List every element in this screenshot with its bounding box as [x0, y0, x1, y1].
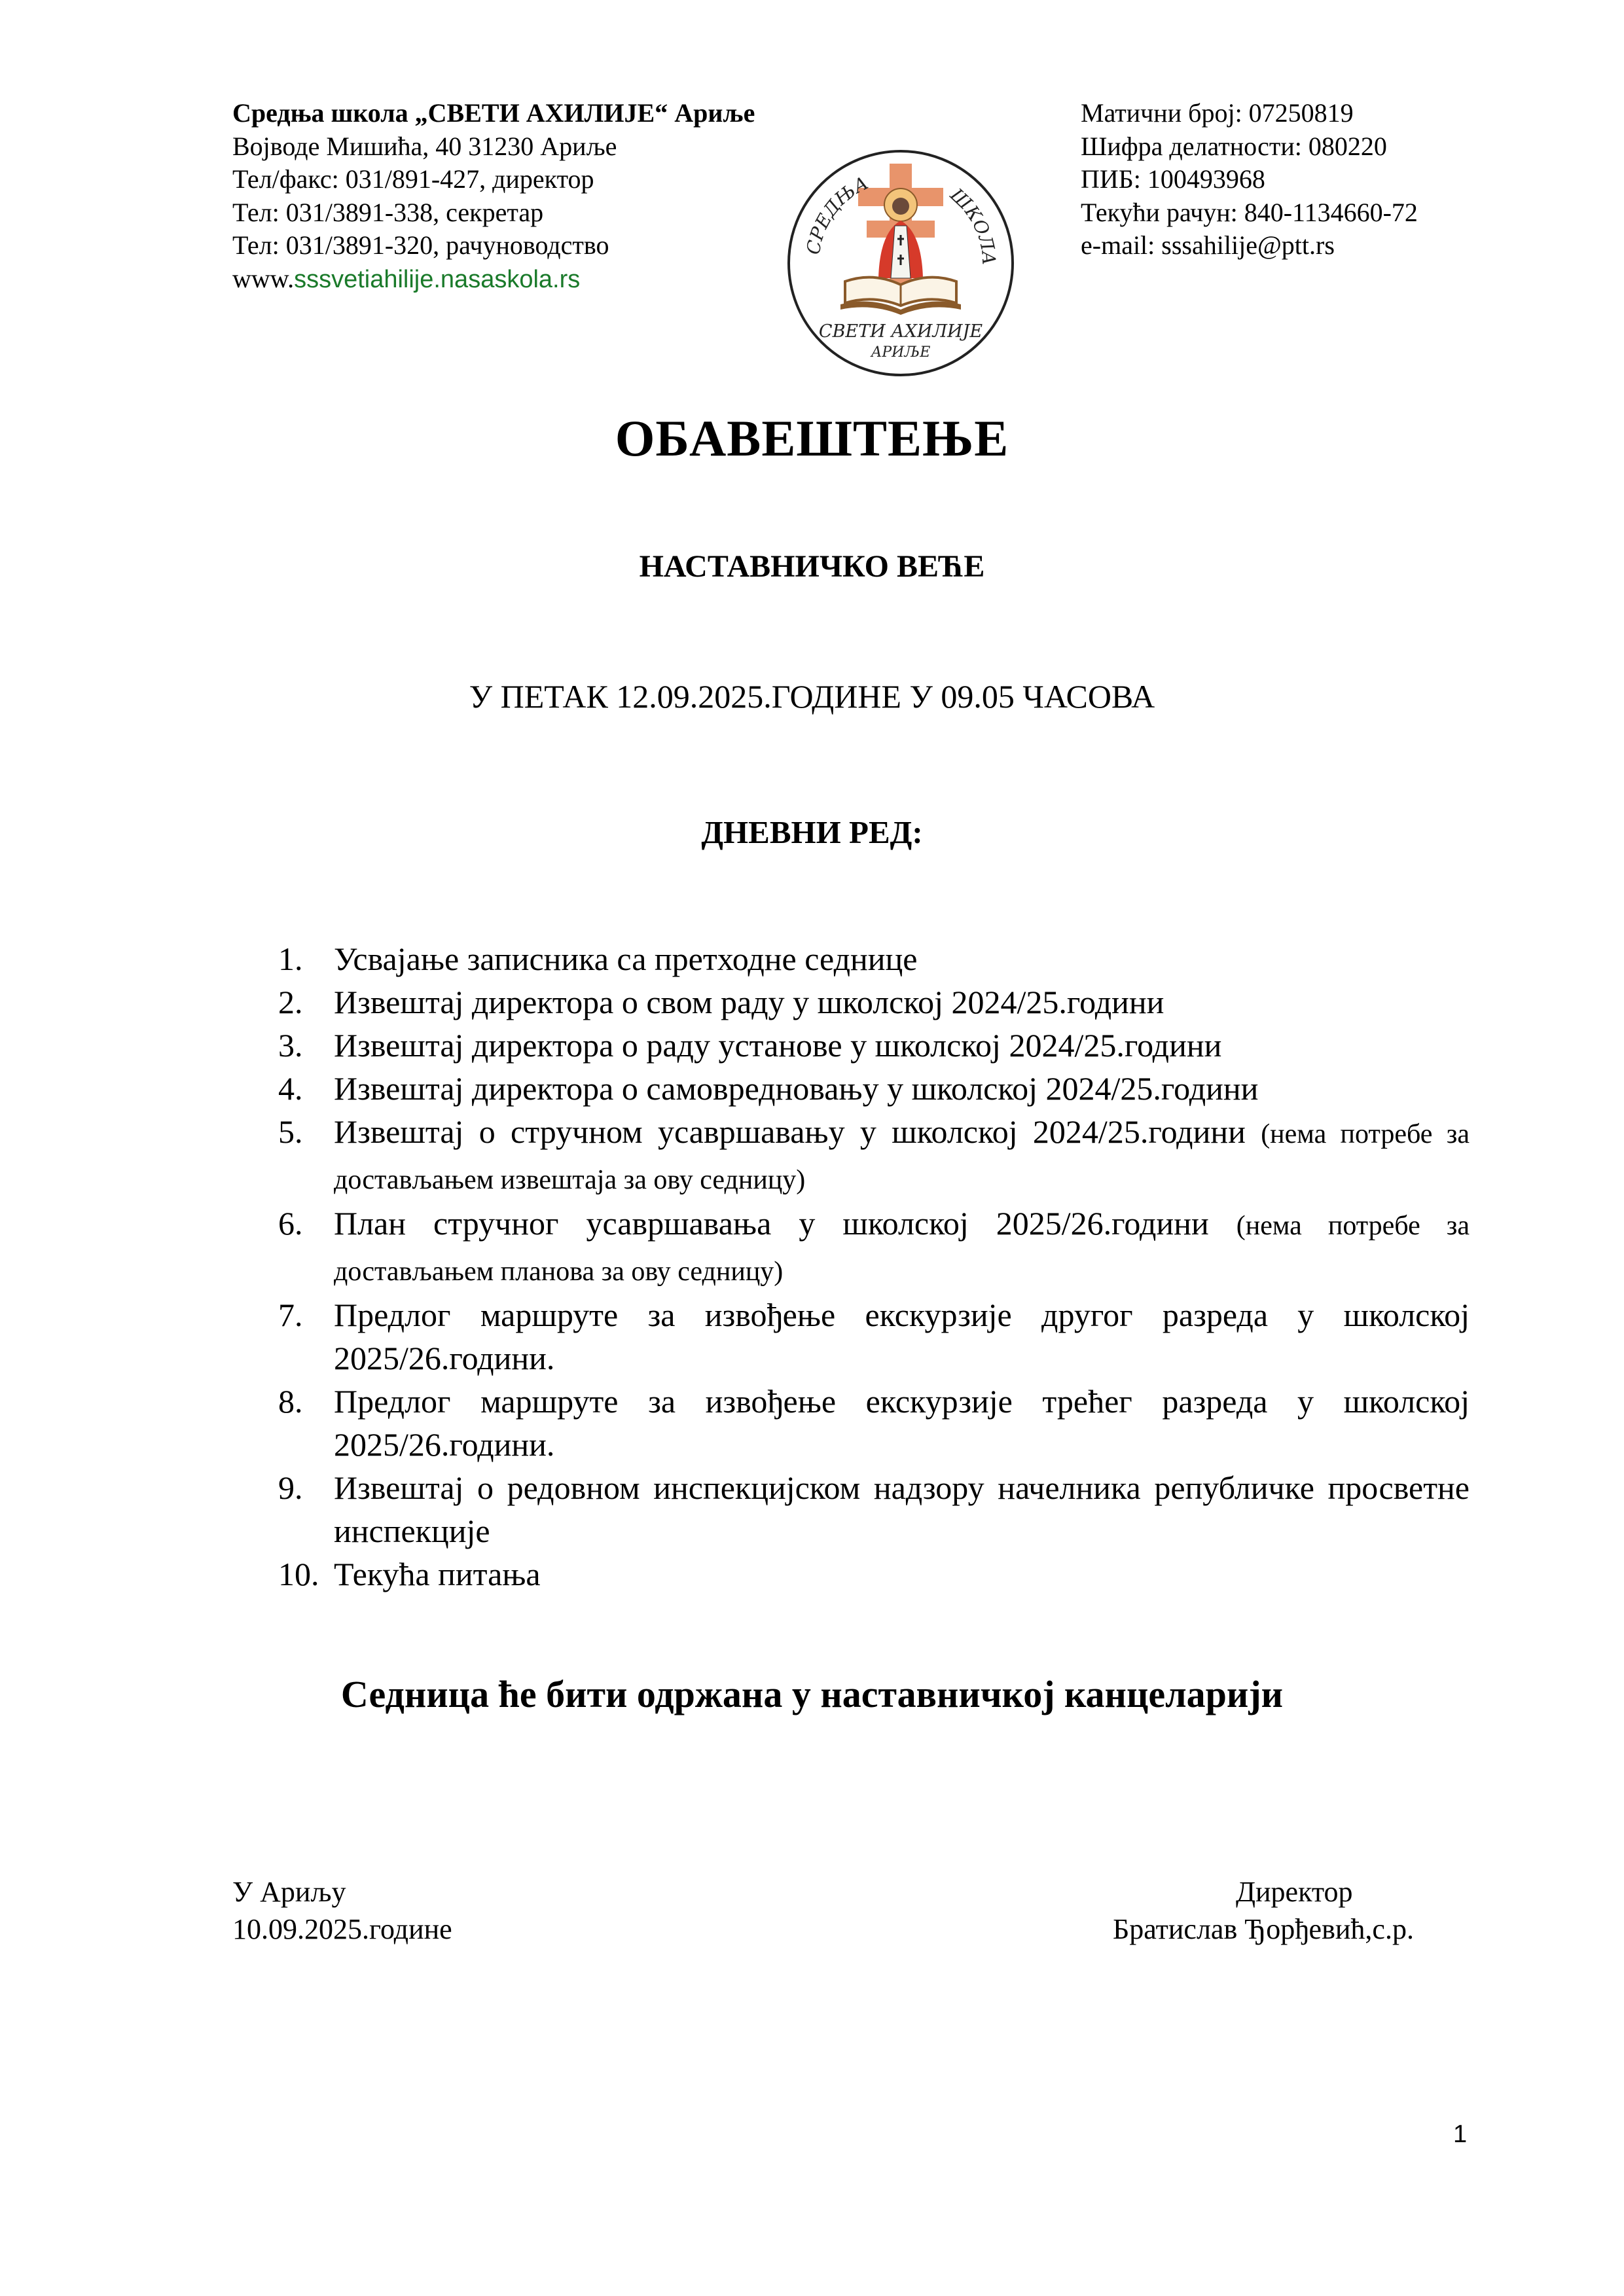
agenda-item	[278, 1024, 1470, 1067]
phone-director: Тел/факс: 031/891-427, директор	[232, 164, 594, 194]
agenda-list	[278, 937, 1470, 1596]
phone-accounting: Тел: 031/3891-320, рачуноводство	[232, 230, 609, 260]
agenda-item	[278, 1067, 1470, 1110]
agenda-item-text: Извештај директора о свом раду у школској 2024/25.години	[334, 984, 1164, 1020]
agenda-item-text: Извештај о редовном инспекцијском надзору начелника републичке просветне инспекције	[334, 1469, 1470, 1549]
tax-id: ПИБ: 100493968	[1081, 164, 1265, 194]
agenda-heading: ДНЕВНИ РЕД:	[701, 814, 923, 850]
school-address: Војводе Мишића, 40 31230 Ариље	[232, 131, 617, 161]
header-right	[1081, 97, 1418, 262]
email-address[interactable]: e-mail: sssahilije@ptt.rs	[1081, 230, 1335, 260]
document-title: ОБАВЕШТЕЊЕ	[615, 410, 1009, 467]
logo-text-top: СРЕДЊА	[802, 171, 872, 257]
agenda-item-number: 7.	[278, 1297, 303, 1333]
agenda-item-number: 6.	[278, 1205, 303, 1242]
logo-head	[892, 198, 909, 215]
website-prefix: www.	[232, 263, 295, 293]
signatory-name: Братислав Ђорђевић,с.р.	[1113, 1913, 1414, 1945]
page-number: 1	[1453, 2121, 1468, 2148]
header-left	[232, 97, 755, 296]
registration-number: Матични број: 07250819	[1081, 98, 1354, 128]
agenda-item	[278, 937, 1470, 980]
agenda-item-text: Усвајање записника са претходне седнице	[334, 941, 918, 977]
document-subtitle: НАСТАВНИЧКО ВЕЋЕ	[639, 549, 985, 584]
bank-account: Текући рачун: 840-1134660-72	[1081, 197, 1418, 227]
agenda-item	[278, 1202, 1470, 1293]
agenda-item-number: 4.	[278, 1070, 303, 1107]
agenda-item-note: (нема потребе за достављањем извештаја за ову седницу)	[334, 1119, 1470, 1195]
agenda-item-number: 9.	[278, 1469, 303, 1506]
agenda-item-note: (нема потребе за достављањем планова за ову седницу)	[334, 1211, 1470, 1287]
meeting-datetime: У ПЕТАК 12.09.2025.ГОДИНЕ У 09.05 ЧАСОВА	[469, 678, 1155, 715]
meeting-place: Седница ће бити одржана у наставничкој канцеларији	[340, 1673, 1284, 1715]
signatory-role: Директор	[1236, 1876, 1353, 1908]
agenda-item-text: Извештај директора о раду установе у школској 2024/25.години	[334, 1027, 1222, 1064]
agenda-item-number: 3.	[278, 1027, 303, 1064]
agenda-item	[278, 980, 1470, 1024]
footer-place-date	[232, 1873, 452, 1948]
logo-text-bottom: СВЕТИ АХИЛИЈЕ	[818, 321, 983, 342]
phone-secretary: Тел: 031/3891-338, секретар	[232, 197, 544, 227]
activity-code: Шифра делатности: 080220	[1081, 131, 1387, 161]
agenda-item-text: Извештај о стручном усавршавању у школској 2024/25.години	[334, 1113, 1246, 1150]
agenda-item	[278, 1293, 1470, 1380]
agenda-item-text: Текућа питања	[334, 1556, 541, 1592]
agenda-item	[278, 1466, 1470, 1552]
school-logo-icon	[785, 147, 1017, 379]
agenda-item-number: 1.	[278, 941, 303, 977]
agenda-item-number: 2.	[278, 984, 303, 1020]
agenda-item-text: Предлог маршруте за извођење екскурзије другог разреда у школској 2025/26.години.	[334, 1297, 1470, 1376]
agenda-item	[278, 1380, 1470, 1466]
footer-place: У Ариљу	[232, 1876, 346, 1908]
agenda-item-text: План стручног усавршавања у школској 2025/26.години	[334, 1205, 1209, 1242]
agenda-item-number: 10.	[278, 1556, 319, 1592]
school-name: Средња школа „СВЕТИ АХИЛИЈЕ“ Ариље	[232, 98, 755, 128]
agenda-item	[278, 1110, 1470, 1202]
footer-date: 10.09.2025.године	[232, 1913, 452, 1945]
agenda-item-number: 5.	[278, 1113, 303, 1150]
website-link[interactable]	[232, 262, 755, 296]
agenda-item-number: 8.	[278, 1383, 303, 1420]
agenda-item-text: Извештај директора о самовредновању у школској 2024/25.години	[334, 1070, 1259, 1107]
website-domain: sssvetiahilije.nasaskola.rs	[294, 265, 581, 293]
agenda-item	[278, 1552, 1470, 1596]
agenda-item-text: Предлог маршруте за извођење екскурзије трећег разреда у школској 2025/26.години.	[334, 1383, 1470, 1463]
logo-text-bottom2: АРИЉЕ	[871, 344, 931, 361]
footer-signature	[1113, 1873, 1414, 1948]
logo-text-top-right: ШКОЛА	[946, 184, 1000, 266]
